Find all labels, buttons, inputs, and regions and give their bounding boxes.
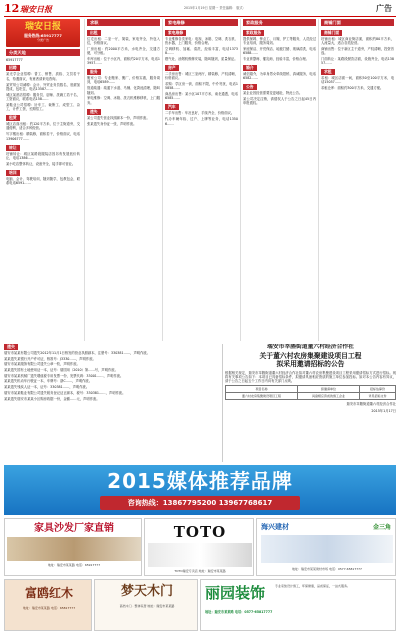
ad-mengtian-name: 梦天木门 [120,584,173,599]
category-header: 遗失 [87,109,101,115]
category-header: 商铺门面 [321,30,342,36]
ad-fumao-name: 富鸥红木 [24,586,73,600]
column-header: 商铺门面 [321,19,394,26]
notice-entry: 瑞安市某某有限公司遗失2012年11月1日核发的营业执照副本，注册号：330381……，声明作废。 [4,351,150,355]
ad-toto [144,518,254,576]
ad-liyuan-line: 专业家装设计施工，环保健康，品质保证，一站式服务。 [275,584,351,588]
ad-toto-photo [148,543,252,567]
classified-entry: 诚信婚介，为单身男女牵线搭桥，真诚服务，电话6582…… [243,71,316,81]
ad-fumao-line: 地址：瑞安市某某路 电话：65817777 [22,606,76,610]
ad-mengtian-line: 高档木门 · 整体家居 地址：瑞安市某某路 [119,604,175,608]
classified-entry: 家庭保洁、开荒保洁、地板打蜡、玻璃清洗，电话6588…… [243,46,316,55]
ad-furniture-line: 地址：瑞安市某某路 电话：65917777 [47,563,101,567]
category-header: 招聘 [6,65,20,71]
classified-entry: 某公司遗失营业执照副本一份，声明作废。 [87,115,150,120]
classified-entry: 电脑、会计、驾驶培训，随到随学，包教包会，联系电话6591…… [6,176,80,185]
notice-entry: 某某遗失瑞安市某某小区购房收据一份，金额……元，声明作废。 [4,396,100,401]
ad-furniture-photo [7,537,141,561]
notice-entry: 瑞安市某某鞋业有限公司遗失税务登记证正副本，税号：330381……，声明作废。 [4,390,126,395]
classified-entry: 求租仓库：面积约300平方米，交通方便。 [321,86,384,91]
classified-entry: 二手车出售：车况良好，手续齐全，价格面议。 [165,111,235,116]
classified-entry: 求购：学区房一套，面积不限，中介勿扰，电话15858…… [165,81,238,91]
classified-entry: 某公司决定注销，请债权人于公告之日起45日内申报债权。 [243,96,316,106]
tender-title-line1: 关于董六村农房集聚建设项目工程 [259,351,362,360]
classified-entry: 住宅出租：二室一厅，简装，家电齐全，拎包入住，价格面议。 [87,36,160,45]
notices-header: 遗失 [4,344,18,350]
ad-toto-name: TOTO [173,523,227,541]
tender-table-header: 项目名称 [226,386,298,393]
classified-entry: 代办车辆年检、过户、上牌等业务，电话13506…… [165,117,238,126]
ad-haixing-name: 海兴建材 [261,523,289,531]
promo-phones: 咨询热线：13867795200 13967768617 [100,496,300,510]
category-header: 汽车 [165,104,179,110]
notice-entry: 某某遗失机动车行驶证一本，车牌号：浙C……，声明作废。 [4,379,93,384]
classified-entry: 张某遗失身份证一张，声明作废。 [87,121,137,126]
tender-sign: 瑞安市莘塍街道董六村经济合作社 [346,402,396,407]
classified-entry: 车库出租：位于小区内，面积约20平方米，电话13957…… [87,56,160,66]
classified-entry: 城区店面出租：约120平方米，位于主街道旁，交通便利，适合多种经营。 [6,122,80,131]
classified-column [162,19,240,341]
ad-fumao [4,579,92,631]
category-header: 培训 [6,170,20,176]
classified-entry: 求租：城区店面一间，面积50至100平方米，电话15057…… [321,76,394,85]
classified-entry: 家电维修：空调、冰箱、洗衣机维修移机，上门服务。 [87,96,160,105]
category-header: 家电维修 [165,30,186,36]
column-header: 家政服务 [243,19,316,26]
tender-body: 根据相关规定，瑞安市莘塍街道董六村经济合作社拟对董六村农房集聚建设项目工程采用邀请招标方式进行招标。现将有关事项公告如下：本项目已具备招标条件，拟邀请具备相应资质的施工单位参加投标。如对本公告内容有异议，请于公告之日起五个工作日内向有关部门反映。 [225,370,396,384]
brand-phone-number: 65917777 [6,57,23,62]
tender-table-header: 招标估算价 [359,386,395,393]
brand-phone: 服务热线:65917777 [24,33,62,38]
ad-haixing-photo [261,535,393,563]
classified-column [240,19,318,341]
category-header: 婚介 [243,65,257,71]
ad-furniture-name: 家具沙发厂家直销 [34,523,114,534]
tender-announcement [222,344,396,462]
classified-entry: 搬家公司：专业搬家、搬厂，价格实惠，服务周到，电话6589…… [87,76,160,85]
category-header: 转让 [6,145,20,151]
classified-entry: 旺铺出租：城区商业街店面，面积约80平方米，人流量大，适合各类经营。 [321,36,394,45]
tender-org: 瑞安市莘塍街道董六村经济合作社 [267,344,354,350]
classified-entry: 商铺出售：位于新区主干道旁，产权清晰，投资首选。 [321,46,394,55]
notice-entry: 瑞安市某某服饰有限公司遗失公章一枚，声明作废。 [4,362,80,367]
notice-entry: 某某遗失国有土地使用证一本，证号：瑞国用（2010）第……号，声明作废。 [4,368,118,373]
classified-entry: 厂房出租：约2000平方米，水电齐全，交通方便，可分租。 [87,46,160,55]
paper-name: 瑞安日报 [20,4,52,14]
column-header: 家电维修 [165,19,238,26]
tender-table-cell: 具备相应资质的施工企业 [298,393,360,400]
classified-column [318,19,396,341]
notice-list [4,351,218,401]
classified-entry: 某贸易公司诚聘：会计、外贸业务员数名，底薪加提成，包吃住，电话13587…… [6,82,80,91]
category-header: 租赁 [6,115,20,121]
brand-subtitle: 分类广告 [36,38,49,42]
classified-entry: 写字楼出租：精装修，面积若干，价格面议，电话13906777…… [6,132,80,141]
tender-title-line2: 拟采用邀请招标的公告 [276,360,345,368]
classified-entry: 空调移机、加氟、清洗，经验丰富，电话13738…… [165,46,238,55]
classified-entry: 门面转让：某路段餐饮店面，设施齐全，电话13857…… [321,56,394,66]
category-header: 家政服务 [243,30,264,36]
ad-mengtian [94,579,198,631]
classified-entry: 某小吃店整体转让，设备齐全，接手即可营业。 [6,161,76,166]
promo-banner [4,465,396,515]
classified-entry: 专业维修各类家电：电视、冰箱、空调、洗衣机、热水器，上门服务，价格合理。 [165,36,238,45]
notice-entry: 瑞安市某某机械厂遗失增值税专用发票一份，发票代码：33001……，声明作废。 [4,373,124,378]
classified-entry: 燃气灶、油烟机维修安装，随叫随到，质量保证。 [165,56,238,61]
ad-liyuan-line2: 地址：瑞安市某某路 电话：0577-65817777 [205,610,273,614]
classified-entry: 某鞋业公司招聘：针车工、裁断工、成型工、杂工，计件工资，长期招工。 [6,102,80,112]
classified-entry: 二手房出售：城区三室两厅，精装修，产权清晰，价格面议。 [165,71,238,81]
classified-entry: 旺铺转让：城区某路段服装店因另有发展低价转让，电话1386…… [6,151,80,160]
tender-date: 2015年1月17日 [371,408,396,413]
column-header: 求职 [87,19,160,26]
section-title: 广告 [376,4,392,13]
notices-section [4,344,218,462]
column-header: 分类天地 [6,49,80,56]
classified-entry: 某光学企业招聘：普工、销售、质检、文员若干名，待遇面议，有意者请来电咨询。 [6,72,80,81]
ad-toto-line: TOTO瑞安专卖店 地址：瑞安市某某路 [174,569,226,573]
classified-entry: 城区某酒店招聘：服务员、厨师、洗碗工若干名，工资面议，联系电话158…… [6,92,80,102]
ad-furniture [4,518,142,576]
category-header: 求租 [321,69,335,75]
masthead [4,3,396,17]
category-header: 房产 [165,65,179,71]
classified-entry: 商品房出售：某小区107平方米，南北通透，电话6585…… [165,92,238,101]
classified-entry: 专业育婴师、催乳师，经验丰富，价格合理。 [243,56,309,61]
ad-haixing-line: 地址：瑞安市某某建材市场 电话：0577-65817777 [292,567,362,571]
brand-title: 瑞安日报 [24,22,61,32]
ad-haixing [256,518,396,576]
classified-entry: 某企业因经营需要变更地址，特此公告。 [243,90,303,95]
tender-table-header: 拟邀请单位 [298,386,360,393]
notice-entry: 某某遗失残疾人证一本，证号：330381……，声明作废。 [4,385,90,390]
classifieds-area [4,19,396,341]
classified-column [84,19,162,341]
classified-entry: 管道疏通：疏通下水道、马桶、化粪池清理，随叫随到。 [87,86,160,95]
promo-title: 2015媒体推荐品牌 [107,469,293,493]
tender-table [225,385,396,400]
ad-liyuan [200,579,396,631]
classified-column [4,19,82,341]
tender-table-cell: 董六村农房集聚建设项目工程 [226,393,298,400]
category-header: 出租 [87,30,101,36]
tender-table-cell: 详见招标文件 [359,393,395,400]
ad-liyuan-name: 丽园装饰 [205,584,266,602]
category-header: 服务 [87,69,101,75]
ad-haixing-tag: 金三角 [372,524,391,531]
notice-entry: 某某遗失某银行开户许可证，核准号：J3330……，声明作废。 [4,356,96,361]
issue-line: 2015年1月19日 星期一 责任编辑： 版式： [184,6,246,10]
category-header: 公告 [243,84,257,90]
page-number: 12 [4,2,20,15]
classified-entry: 提供保姆、钟点工、月嫂、护工等服务，人员经过专业培训，服务周到。 [243,36,316,45]
brand-banner [6,19,80,47]
